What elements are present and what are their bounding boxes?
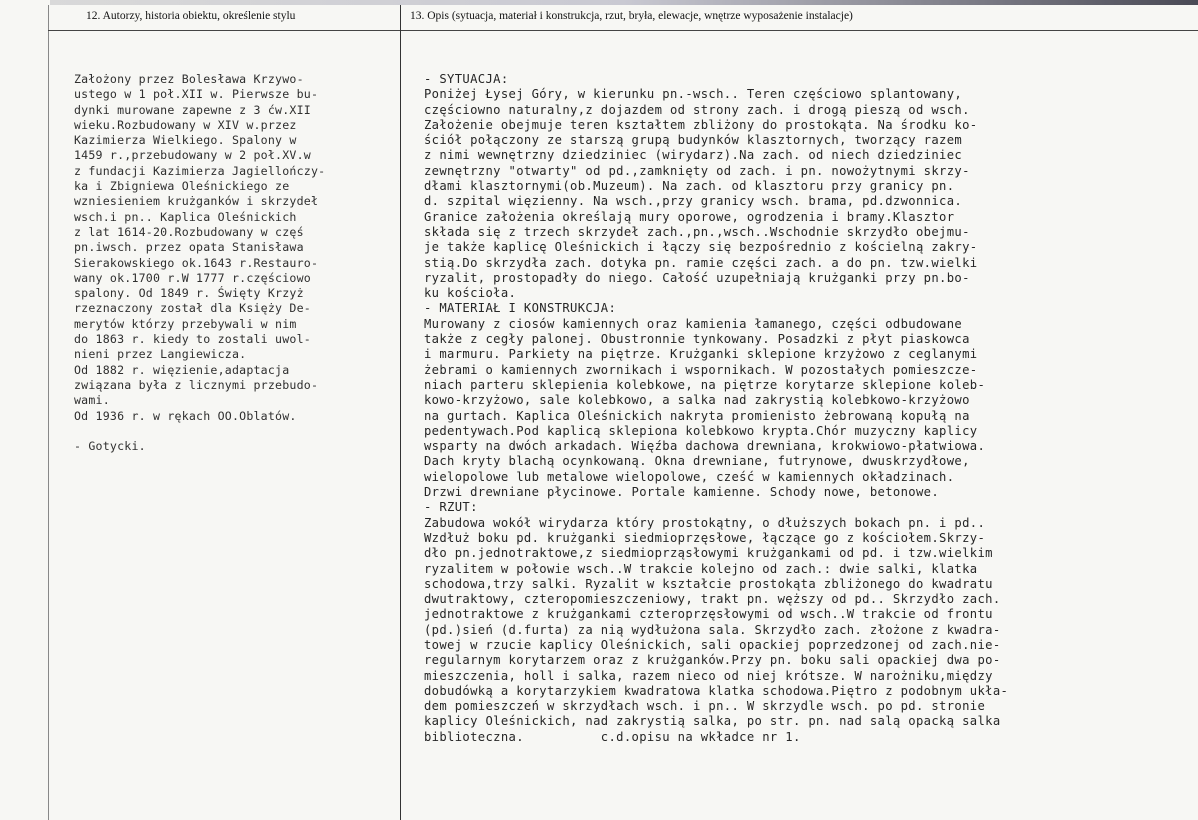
style-line: - Gotycki. (74, 439, 146, 454)
sytuacja-line: d. szpital więzienny. Na wsch.,przy granicy wsch. brama, pd.dzwonnica. (424, 194, 963, 209)
history-line: Kazimierza Wielkiego. Spalony w (74, 133, 297, 148)
blank-line (74, 424, 404, 439)
material-line: kowo-krzyżowo, sale kolebkowo, a salka nad zakrystią kolebkowo-krzyżowo (424, 393, 970, 408)
history-line: Sierakowskiego ok.1643 r.Restauro- (74, 255, 319, 270)
rzut-line: kaplicy Oleśnickich, nad zakrystią salka, po str. pn. nad salą opacką salka (424, 714, 1001, 729)
sytuacja-line: Poniżej Łysej Góry, w kierunku pn.-wsch.. Teren częściowo splantowany, (424, 87, 963, 102)
material-line: na gurtach. Kaplica Oleśnickich nakryta promienisto żebrowaną kopułą na (424, 408, 970, 423)
history-column (74, 72, 404, 454)
sytuacja-line: ściół połączony ze starszą grupą budynków klasztornych, tworzący razem (424, 133, 963, 148)
scan-edge-strip (50, 0, 1198, 5)
section-heading-material: - MATERIAŁ I KONSTRUKCJA: (424, 301, 617, 316)
history-line: 1459 r.,przebudowany w 2 poł.XV.w (74, 148, 311, 163)
rzut-line: biblioteczna. c.d.opisu na wkładce nr 1. (424, 729, 801, 744)
header-divider-line (48, 30, 1198, 31)
rzut-line: dobudówką a korytarzykiem kwadratowa klatka schodowa.Piętro z podobnym ukła- (424, 683, 1009, 698)
history-line: dynki murowane zapewne z 3 ćw.XII (74, 102, 311, 117)
history-line: nieni przez Langiewicza. (74, 347, 247, 362)
section-13-header: 13. Opis (sytuacja, materiał i konstrukcja, rzut, bryła, elewacje, wnętrze wyposażenie instalacje) (410, 10, 853, 22)
history-line: spalony. Od 1849 r. Święty Krzyż (74, 286, 304, 301)
rzut-line: towej w rzucie kaplicy Oleśnickich, sali opackiej poprzedzonej od zach.nie- (424, 637, 1001, 652)
section-12-header: 12. Autorzy, historia obiektu, określenie stylu (86, 10, 296, 22)
sytuacja-line: Założenie obejmuje teren kształtem zbliżony do prostokąta. Na środku ko- (424, 117, 978, 132)
history-line: merytów którzy przebywali w nim (74, 316, 297, 331)
material-line: pedentywach.Pod kaplicą sklepiona kolebkowo krypta.Chór muzyczny kaplicy (424, 423, 978, 438)
history-line: z fundacji Kazimierza Jagiellończy- (74, 163, 326, 178)
rzut-line: dem pomieszczeń w skrzydłach wsch. i pn.. W skrzydle wsch. po pd. stronie (424, 699, 986, 714)
material-line: wielopolowe lub metalowe wielopolowe, cześć w kamiennych okładzinach. (424, 469, 955, 484)
material-line: i marmuru. Parkiety na piętrze. Krużganki sklepione krzyżowo z ceglanymi (424, 347, 978, 362)
sytuacja-line: dłami klasztornymi(ob.Muzeum). Na zach. od klasztoru przy granicy pn. (424, 179, 955, 194)
rzut-line: (pd.)sień (d.furta) za nią wydłużona sala. Skrzydło zach. złożone z kwadra- (424, 622, 1001, 637)
rzut-line: dwutraktowy, czteropomieszczeniowy, trakt pn. węższy od pd.. Skrzydło zach. (424, 592, 1001, 607)
rzut-line: Wzdłuż boku pd. krużganki siedmioprzęsłowe, łączące go z kościołem.Skrzy- (424, 530, 986, 545)
history-line: z lat 1614-20.Rozbudowany w częś (74, 224, 304, 239)
history-line: wieku.Rozbudowany w XIV w.przez (74, 117, 297, 132)
history-line: Od 1936 r. w rękach OO.Oblatów. (74, 408, 297, 423)
sytuacja-line: z nimi wewnętrzny dziedziniec (wirydarz).Na zach. od niech dziedziniec (424, 148, 963, 163)
history-line: wsch.i pn.. Kaplica Oleśnickich (74, 209, 297, 224)
material-line: wsparty na dwóch arkadach. Więźba dachowa drewniana, krokwiowo-płatwiowa. (424, 439, 986, 454)
history-line: wami. (74, 393, 110, 408)
sytuacja-line: stią.Do skrzydła zach. dotyka pn. ramie części zach. a do pn. tzw.wielki (424, 255, 978, 270)
history-line: ustego w 1 poł.XII w. Pierwsze bu- (74, 87, 319, 102)
rzut-line: Zabudowa wokół wirydarza który prostokątny, o dłuższych bokach pn. i pd.. (424, 515, 986, 530)
history-line: Od 1882 r. więzienie,adaptacja (74, 362, 290, 377)
sytuacja-line: Granice założenia określają mury oporowe, ogrodzenia i bramy.Klasztor (424, 209, 955, 224)
sytuacja-line: ku kościoła. (424, 286, 517, 301)
sytuacja-line: je także kaplicę Oleśnickich i łączy się bezpośrednio z kościelną zakry- (424, 240, 978, 255)
rzut-line: dło pn.jednotraktowe,z siedmioprząsłowymi krużgankami od pd. i tzw.wielkim (424, 546, 993, 561)
rzut-line: mieszczenia, holl i salka, razem nieco od niej krótsze. W narożniku,między (424, 668, 993, 683)
material-line: niach parteru sklepienia kolebkowe, na piętrze korytarze sklepione koleb- (424, 377, 986, 392)
rzut-line: schodowa,trzy salki. Ryzalit w kształcie prostokąta zbliżonego do kwadratu (424, 576, 993, 591)
history-line: ka i Zbigniewa Oleśnickiego ze (74, 179, 290, 194)
rzut-line: regularnym korytarzem oraz z krużganków.Przy pn. boku sali opackiej dwa po- (424, 653, 1001, 668)
sytuacja-line: zewnętrzny "otwarty" od pd.,zamknięty od zach. i pn. nowożytnymi skrzy- (424, 163, 970, 178)
description-column (424, 72, 1198, 745)
sytuacja-line: składa się z trzech skrzydeł zach.,pn.,wsch..Wschodnie skrzydło obejmu- (424, 224, 970, 239)
rzut-line: ryzalitem w połowie wsch..W trakcie kolejno od zach.: dwie salki, klatka (424, 561, 978, 576)
material-line: Drzwi drewniane płycinowe. Portale kamienne. Schody nowe, betonowe. (424, 485, 940, 500)
history-line: wzniesieniem krużganków i skrzydeł (74, 194, 319, 209)
history-line: rzeznaczony został dla Księży De- (74, 301, 311, 316)
material-line: Murowany z ciosów kamiennych oraz kamienia łamanego, części odbudowane (424, 316, 963, 331)
section-heading-sytuacja: - SYTUACJA: (424, 72, 509, 86)
material-line: żebrami o kamiennych zwornikach i wspornikach. W pozostałych pomieszcze- (424, 362, 978, 377)
sytuacja-line: ryzalit, prostopadły do niego. Całość uzupełniają krużganki przy pn.bo- (424, 270, 970, 285)
section-heading-rzut: - RZUT: (424, 500, 478, 515)
rzut-line: jednotraktowe z krużgankami czteroprzęsłowymi od wsch..W trakcie od frontu (424, 607, 993, 622)
history-line: Założony przez Bolesława Krzywo- (74, 72, 304, 86)
history-line: wany ok.1700 r.W 1777 r.częściowo (74, 270, 311, 285)
material-line: Dach kryty blachą ocynkowaną. Okna drewniane, futrynowe, dwuskrzydłowe, (424, 454, 970, 469)
history-line: do 1863 r. kiedy to zostali uwol- (74, 332, 311, 347)
left-margin-line (48, 5, 49, 820)
sytuacja-line: częściowno naturalny,z dojazdem od strony zach. i drogą pieszą od wsch. (424, 102, 970, 117)
history-line: pn.iwsch. przez opata Stanisława (74, 240, 304, 255)
material-line: także z cegły palonej. Obustronnie tynkowany. Posadzki z płyt piaskowca (424, 332, 970, 347)
history-line: związana była z licznymi przebudo- (74, 377, 319, 392)
